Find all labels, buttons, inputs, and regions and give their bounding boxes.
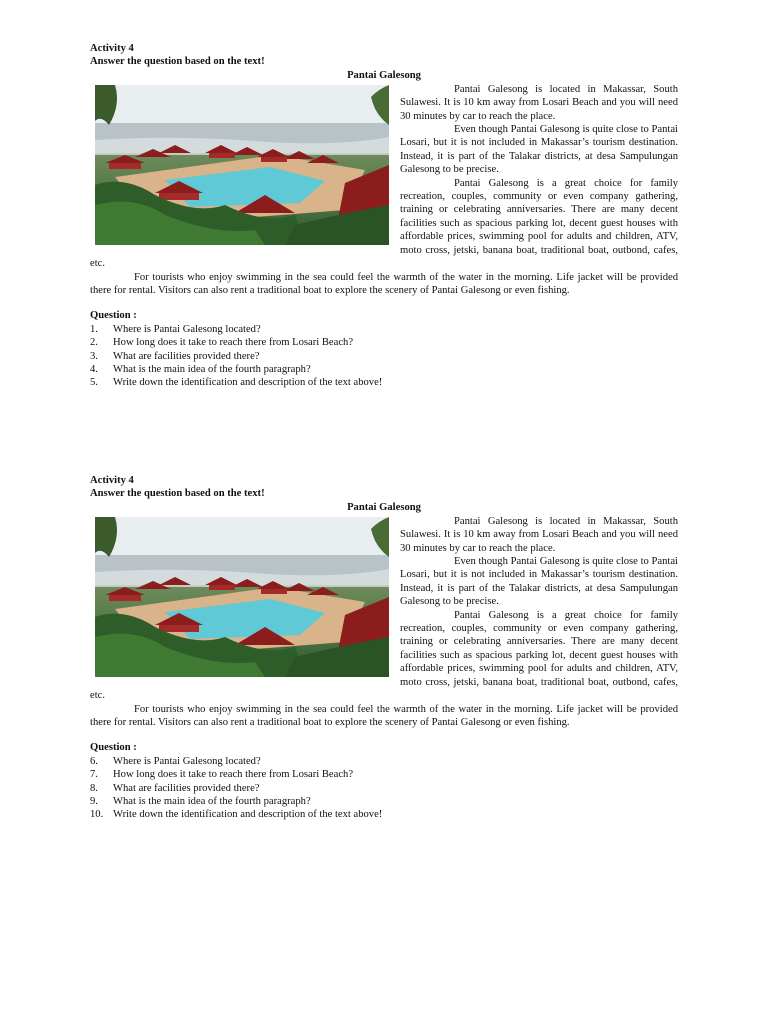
question-number: 1. bbox=[90, 323, 98, 335]
question-text: Where is Pantai Galesong located? bbox=[113, 323, 261, 335]
activity-instruction: Answer the question based on the text! bbox=[90, 488, 265, 500]
question-heading: Question : bbox=[90, 310, 137, 322]
text-title: Pantai Galesong bbox=[347, 501, 421, 513]
question-text: What are facilities provided there? bbox=[113, 350, 260, 362]
activity-instruction: Answer the question based on the text! bbox=[90, 56, 265, 68]
activity-section bbox=[90, 474, 678, 822]
activity-title: Activity 4 bbox=[90, 475, 134, 486]
question-item bbox=[90, 350, 678, 363]
question-text: What is the main idea of the fourth paragraph? bbox=[113, 363, 311, 375]
question-text: How long does it take to reach there from Losari Beach? bbox=[113, 337, 354, 349]
question-number: 2. bbox=[90, 337, 98, 349]
paragraph: Even though Pantai Galesong is quite close to Pantai Losari, but it is not included in Makassar’s tourism destination. Instead, it is part of the Talakar districts, at desa Sampulungan Galesong to be precise. bbox=[400, 124, 678, 176]
question-item bbox=[90, 782, 678, 795]
paragraph: Pantai Galesong is located in Makassar, South Sulawesi. It is 10 km away from Losari Beach and you will need 30 minutes by car to reach the place. bbox=[400, 83, 678, 122]
activity-title: Activity 4 bbox=[90, 43, 134, 54]
question-item bbox=[90, 323, 678, 336]
question-heading: Question : bbox=[90, 742, 137, 754]
question-number: 6. bbox=[90, 755, 98, 767]
beach-resort-photo bbox=[95, 85, 389, 245]
question-item bbox=[90, 795, 678, 808]
question-number: 7. bbox=[90, 769, 98, 781]
question-number: 10. bbox=[90, 809, 104, 821]
paragraph: Pantai Galesong is a great choice for family recreation, couples, community or even company gathering, training or celebrating anniversaries. There are many decent facilities such as spacious parking lot, decent guest houses with affordable prices, swimming pool for adults and children, ATV, moto cross, jetski, banana boat, traditional boat, outbond, cafes, etc. bbox=[90, 609, 678, 702]
question-item bbox=[90, 808, 678, 821]
question-number: 4. bbox=[90, 363, 98, 375]
question-text: What are facilities provided there? bbox=[113, 782, 260, 794]
question-number: 3. bbox=[90, 350, 98, 362]
question-item bbox=[90, 768, 678, 781]
question-item bbox=[90, 376, 678, 389]
question-item bbox=[90, 336, 678, 349]
question-item bbox=[90, 363, 678, 376]
question-list bbox=[90, 755, 678, 822]
question-text: Where is Pantai Galesong located? bbox=[113, 755, 261, 767]
question-number: 5. bbox=[90, 377, 98, 389]
paragraph: Even though Pantai Galesong is quite close to Pantai Losari, but it is not included in Makassar’s tourism destination. Instead, it is part of the Talakar districts, at desa Sampulungan Galesong to be precise. bbox=[400, 556, 678, 608]
question-text: What is the main idea of the fourth paragraph? bbox=[113, 795, 311, 807]
question-text: Write down the identification and description of the text above! bbox=[113, 809, 383, 821]
question-list bbox=[90, 323, 678, 390]
text-title: Pantai Galesong bbox=[347, 69, 421, 81]
paragraph: For tourists who enjoy swimming in the sea could feel the warmth of the water in the morning. Life jacket will be provided there for rental. Visitors can also rent a traditional boat to explore the scenery of Pantai Galesong or even fishing. bbox=[90, 271, 678, 296]
paragraph: Pantai Galesong is a great choice for family recreation, couples, community or even company gathering, training or celebrating anniversaries. There are many decent facilities such as spacious parking lot, decent guest houses with affordable prices, swimming pool for adults and children, ATV, moto cross, jetski, banana boat, traditional boat, outbond, cafes, etc. bbox=[90, 177, 678, 270]
paragraph: For tourists who enjoy swimming in the sea could feel the warmth of the water in the morning. Life jacket will be provided there for rental. Visitors can also rent a traditional boat to explore the scenery of Pantai Galesong or even fishing. bbox=[90, 703, 678, 728]
question-number: 9. bbox=[90, 795, 98, 807]
question-number: 8. bbox=[90, 782, 98, 794]
activity-section bbox=[90, 42, 678, 390]
beach-resort-photo bbox=[95, 517, 389, 677]
paragraph: Pantai Galesong is located in Makassar, South Sulawesi. It is 10 km away from Losari Beach and you will need 30 minutes by car to reach the place. bbox=[400, 515, 678, 554]
question-item bbox=[90, 755, 678, 768]
question-text: Write down the identification and description of the text above! bbox=[113, 377, 383, 389]
question-text: How long does it take to reach there from Losari Beach? bbox=[113, 769, 354, 781]
